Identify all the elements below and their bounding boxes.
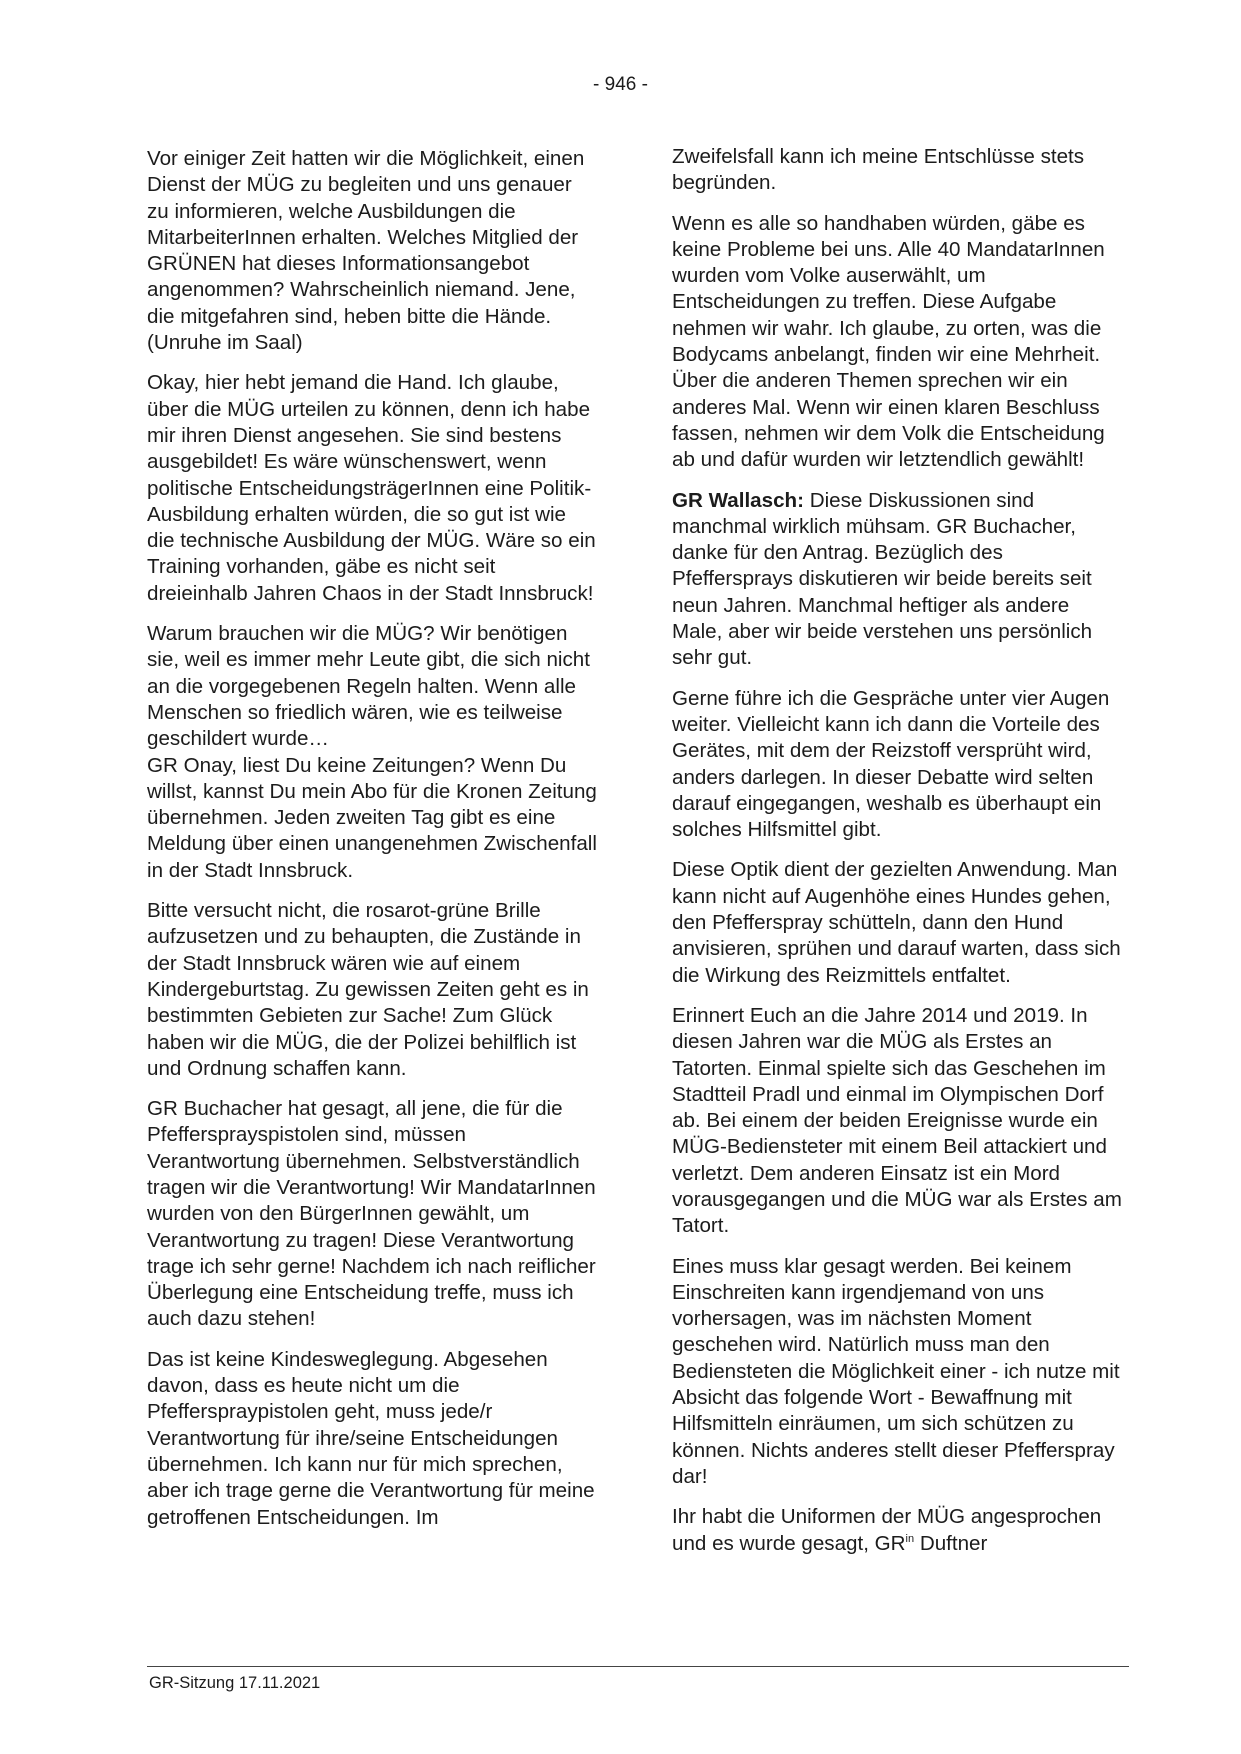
- footer-divider: [147, 1666, 1129, 1667]
- paragraph: Diese Optik dient der gezielten Anwendung. Man kann nicht auf Augenhöhe eines Hundes gehen, den Pfefferspray schütteln, dann den Hund anvisieren, sprühen und darauf warten, dass sich die Wirkung des Reizmittels entfaltet.: [672, 858, 1121, 987]
- paragraph: Warum brauchen wir die MÜG? Wir benötigen sie, weil es immer mehr Leute gibt, die sich nicht an die vorgegebenen Regeln halten. Wenn alle Menschen so friedlich wären, wie es teilweise geschildert wurde…: [147, 622, 590, 751]
- footer-session-date: GR-Sitzung 17.11.2021: [149, 1674, 321, 1692]
- paragraph: Wenn es alle so handhaben würden, gäbe es keine Probleme bei uns. Alle 40 MandatarInnen wurden vom Volke auserwählt, um Entscheidungen zu treffen. Diese Aufgabe nehmen wir wahr. Ich glaube, zu orten, was die Bodycams anbelangt, finden wir eine Mehrheit. Über die anderen Themen sprechen wir ein anderes Mal. Wenn wir einen klaren Beschluss fassen, nehmen wir dem Volk die Entscheidung ab und dafür wurden wir letztendlich gewählt!: [672, 211, 1105, 472]
- paragraph: Bitte versucht nicht, die rosarot-grüne Brille aufzusetzen und zu behaupten, die Zustände in der Stadt Innsbruck wären wie auf einem Kindergeburtstag. Zu gewissen Zeiten geht es in bestimmten Gebieten zur Sache! Zum Glück haben wir die MÜG, die der Polizei behilflich ist und Ordnung schaffen kann.: [147, 899, 589, 1080]
- paragraph: Eines muss klar gesagt werden. Bei keinem Einschreiten kann irgendjemand von uns vorhersagen, was im nächsten Moment geschehen wird. Natürlich muss man den Bediensteten die Möglichkeit einer - ich nutze mit Absicht das folgende Wort - Bewaffnung mit Hilfsmitteln einräumen, um sich schützen zu können. Nichts anderes stellt dieser Pfefferspray dar!: [672, 1254, 1120, 1488]
- superscript: in: [905, 1532, 915, 1545]
- right-column: [672, 146, 1122, 1571]
- paragraph: Das ist keine Kindesweglegung. Abgesehen davon, dass es heute nicht um die Pfefferspraypistolen geht, muss jede/r Verantwortung für ihre/seine Entscheidungen übernehmen. Ich kann nur für mich sprechen, aber ich trage gerne die Verantwortung für meine getroffenen Entscheidungen. Im: [147, 1347, 595, 1529]
- paragraph: [672, 1504, 1122, 1557]
- speech-text: Diese Diskussionen sind manchmal wirklich mühsam. GR Buchacher, danke für den Antrag. Bezüglich des Pfeffersprays diskutieren wir beide bereits seit neun Jahren. Manchmal heftiger als andere Male, aber wir beide verstehen uns persönlich sehr gut.: [672, 488, 1093, 670]
- speech-paragraph: [672, 488, 1122, 672]
- paragraph: Erinnert Euch an die Jahre 2014 und 2019. In diesen Jahren war die MÜG als Erstes an Tatorten. Einmal spielte sich das Geschehen im Stadtteil Pradl und einmal im Olympischen Dorf ab. Bei einem der beiden Ereignisse wurde ein MÜG-Bediensteter mit einem Beil attackiert und verletzt. Dem anderen Einsatz ist ein Mord vorausgegangen und die MÜG war als Erstes am Tatort.: [672, 1003, 1122, 1238]
- paragraph-text: Ihr habt die Uniformen der MÜG angesprochen und es wurde gesagt, GR: [672, 1505, 1102, 1555]
- speaker-name: GR Wallasch:: [672, 488, 804, 512]
- paragraph: Zweifelsfall kann ich meine Entschlüsse stets begründen.: [672, 145, 1085, 195]
- paragraph: Gerne führe ich die Gespräche unter vier Augen weiter. Vielleicht kann ich dann die Vorteile des Gerätes, mit dem der Reizstoff versprüht wird, anders darlegen. In dieser Debatte wird selten darauf eingegangen, weshalb es überhaupt ein solches Hilfsmittel gibt.: [672, 686, 1110, 842]
- left-column: [147, 146, 597, 1545]
- page-number: - 946 -: [593, 74, 648, 95]
- paragraph-text: Duftner: [914, 1531, 988, 1555]
- paragraph: GR Onay, liest Du keine Zeitungen? Wenn Du willst, kannst Du mein Abo für die Kronen Zeitung übernehmen. Jeden zweiten Tag gibt es eine Meldung über einen unangenehmen Zwischenfall in der Stadt Innsbruck.: [147, 753, 597, 882]
- paragraph: Vor einiger Zeit hatten wir die Möglichkeit, einen Dienst der MÜG zu begleiten und uns genauer zu informieren, welche Ausbildungen die MitarbeiterInnen erhalten. Welches Mitglied der GRÜNEN hat dieses Informationsangebot angenommen? Wahrscheinlich niemand. Jene, die mitgefahren sind, heben bitte die Hände. (Unruhe im Saal): [147, 147, 585, 355]
- paragraph: Okay, hier hebt jemand die Hand. Ich glaube, über die MÜG urteilen zu können, denn ich habe mir ihren Dienst angesehen. Sie sind bestens ausgebildet! Es wäre wünschenswert, wenn politische EntscheidungsträgerInnen eine Politik-Ausbildung erhalten würden, die so gut ist wie die technische Ausbildung der MÜG. Wäre so ein Training vorhanden, gäbe es nicht seit dreieinhalb Jahren Chaos in der Stadt Innsbruck!: [147, 371, 596, 605]
- paragraph: GR Buchacher hat gesagt, all jene, die für die Pfeffersprayspistolen sind, müssen Verantwortung übernehmen. Selbstverständlich tragen wir die Verantwortung! Wir MandatarInnen wurden von den BürgerInnen gewählt, um Verantwortung zu tragen! Diese Verantwortung trage ich sehr gerne! Nachdem ich nach reiflicher Überlegung eine Entscheidung treffe, muss ich auch dazu stehen!: [147, 1097, 596, 1331]
